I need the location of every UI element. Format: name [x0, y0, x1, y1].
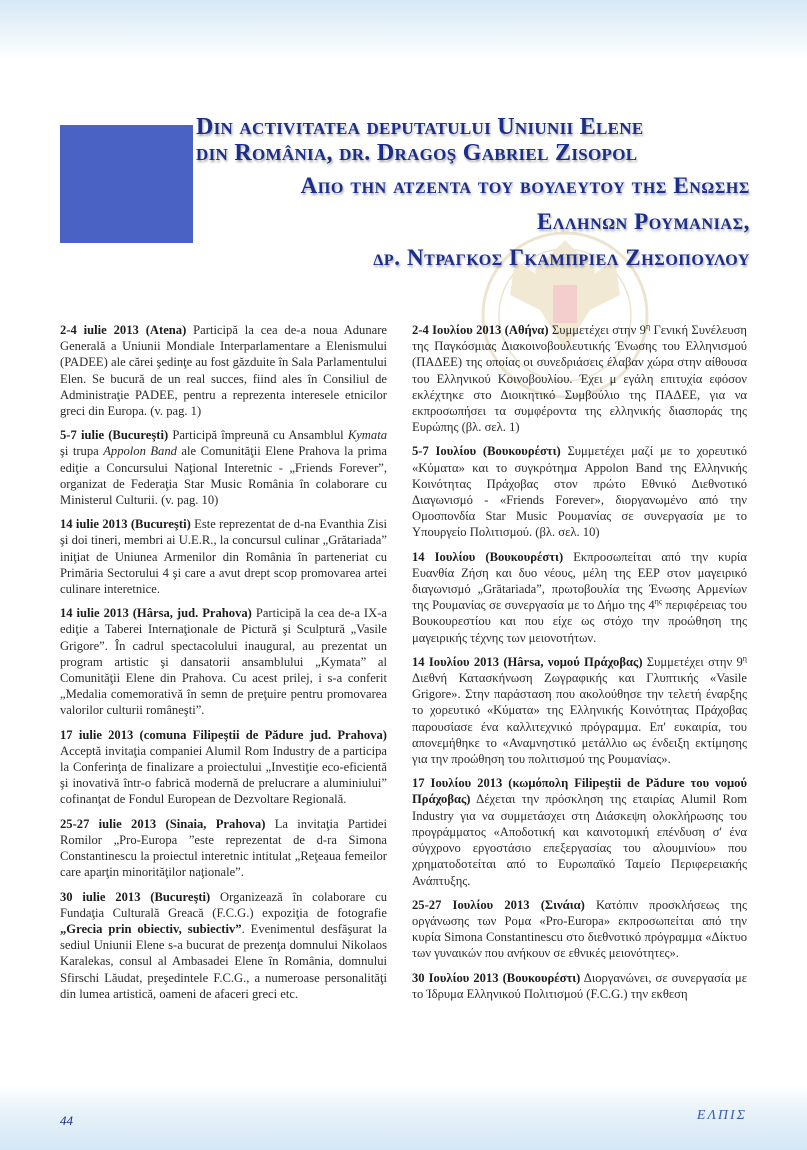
page-number: 44	[60, 1113, 73, 1128]
entry-paragraph	[60, 427, 387, 508]
entry-text: ale Comunităţii Elene Prahova la prima ediţie a Concursului Naţional Interetnic - „Friends Forever”, organizat de Federaţia Star Music România în colaborare cu Ministerul Culturii. (v. pag. 10)	[60, 444, 387, 508]
entry-text: Διεθνή Κατασκήνωση Ζωγραφικής και Γλυπτικής «Vasile Grigore». Στην παράσταση που ακολούθησε την τελετή έναρξης το χορευτικό «Κύματα» της Ελληνικής Κοινότητας Πράχοβας παρουσίασε ένα καλλιτεχνικό πρόγραμμα. Επ' ευκαιρία, του απονεμήθηκε το «Αναμνηστικό μετάλλιο ως ένδειξη εκτίμησης για την προώθηση του πολιτισμού της Ρουμανίας».	[412, 671, 747, 767]
journal-name: ΕΛΠΙΣ	[696, 1108, 747, 1123]
entry-paragraph	[60, 516, 387, 597]
decorative-blue-square	[60, 125, 193, 243]
entry-text: Διοργανώνει, σε συνεργασία με το Ίδρυμα Ελληνικού Πολιτισμού (F.C.G.) την εκθεση	[412, 970, 747, 1001]
entry-heading: 30 Ιουλίου 2013 (Βουκουρέστι)	[412, 970, 581, 985]
entry-text: Συμμετέχει στην 9	[548, 323, 646, 337]
entry-paragraph	[412, 549, 747, 646]
article-title	[196, 114, 750, 274]
title-romanian-line-2: din România, dr. Dragoş Gabriel Zisopol	[196, 140, 638, 166]
entry-text: Εκπροσωπείται από την κυρία Ευανθία Ζήση και δυο νέους, μέλη της ΕΕΡ στον μαγειρικό διαγωνισμό „Grătariada”, πρωτοβουλία της Ένωσης Αρμενίων της Ρουμανίας σε συνεργασία με το Δήμο της 4	[412, 549, 747, 613]
entry-paragraph	[412, 322, 747, 435]
entry-paragraph	[412, 654, 747, 767]
entry-heading: 2-4 iulie 2013 (Atena)	[60, 323, 187, 337]
entry-text: Γενική Συνέλευση της Παγκόσμιας Διακοινοβουλευτικής Ένωσης του Ελληνισμού (ΠΑΔΕΕ) της οποίας οι συνεδριάσεις έλαβαν χώρα στην αίθουσα του Ελληνικού Κοινοβουλίου. Έχει μ εγάλη επιτυχία εφόσον εκλέχτηκε στο Διοικητικό Συμβούλιο της ΠΑΔΕΕ, για να εκπροσωπήσει τα συμφέροντα της ελληνικής διασποράς της Ευρώπης (βλ. σελ. 1)	[412, 323, 747, 435]
entry-paragraph	[412, 897, 747, 962]
entry-bold: „Grecia prin obiectiv, subiectiv”	[60, 921, 242, 936]
entry-heading: 14 iulie 2013 (Bucureşti)	[60, 517, 191, 532]
entry-paragraph	[412, 775, 747, 888]
entry-paragraph	[60, 605, 387, 718]
entry-text: Organizează în colaborare cu Fundaţia Culturală Greacă (F.C.G.) expoziţia de fotografie	[60, 889, 388, 920]
entry-paragraph	[60, 727, 387, 808]
left-column-romanian	[60, 322, 387, 1010]
entry-heading: 17 iulie 2013 (comuna Filipeştii de Pădure jud. Prahova)	[60, 727, 387, 742]
entry-text: Δέχεται την πρόσκληση της εταιρίας Alumil Rom Industry για να συμμετάσχει στη Διάσκεψη ολοκλήρωσης του προγράμματος «Αποδοτική και καινοτομική επένδυση σ' ένα σύγχρονο εργοστάσιο επεξεργασίας του αλουμινίου» που χρηματοδοτείται από το Ευρωπαϊκό Ταμείο Περιφερειακής Ανάπτυξης.	[412, 792, 747, 888]
entry-heading: 5-7 iulie (Bucureşti)	[60, 428, 169, 443]
entry-text: Συμμετέχει μαζί με το χορευτικό «Κύματα» και το συγκρότημα Appolon Band της Ελληνικής Κοινότητας Πράχοβας στον πρώτο Εθνικό Διεθνοτικό Διαγωνισμό - «Friends Forever», διοργανωμένο από την Ομοσπονδία Star Music Ρουμανίας σε συνεργασία με το Υπουργείο Πολιτισμού. (βλ. σελ. 10)	[412, 444, 747, 540]
entry-heading: 14 Ιουλίου (Βουκουρέστι)	[412, 549, 564, 564]
entry-text: Este reprezentat de d-na Evanthia Zisi şi doi tineri, membri ai U.E.R., la concursul culinar „Grătariada” iniţiat de Uniunea Armenilor din România în parteneriat cu Primăria Sectorului 4 şi care a avut drept scop promovarea artei culinare interetnice.	[60, 517, 387, 597]
entry-heading: 25-27 iulie 2013 (Sinaia, Prahova)	[60, 816, 266, 831]
entry-italic: Appolon Band	[103, 444, 177, 459]
title-greek-line-3: δρ. Ντραγκος Γκαμπριελ Ζησοπουλου	[373, 245, 750, 270]
entry-text: Participă la cea de-a IX-a ediţie a Taberei Internaţionale de Pictură şi Sculptură „Vasile Grigore”. În cadrul spectacolului inaugural, au prezentat un program artistic şi dansatorii ansamblului „Kymata” al Comunităţii Elene din Prahova. Cu acest prilej, i s-a conferit „Medalia comemorativă în semn de preţuire pentru promovarea valorilor culturii româneşti”.	[60, 606, 387, 718]
entry-text: Acceptă invitaţia companiei Alumil Rom Industry de a participa la Conferinţa de finalizare a proiectului „Investiţie eco-eficientă şi inovativă într-o fabrică modernă de prelucrare a aluminiului” cofinanţat de Fondul European de Dezvoltare Regională.	[60, 743, 387, 807]
entry-text: περιφέρειας του Βουκουρεστίου και που είχε ως στόχο την προώθηση της μαγειρικής τέχνης των μειονοτήτων.	[412, 598, 747, 645]
title-greek-line-2: Ελληνων Ρουμανιας,	[536, 209, 750, 234]
entry-text: Συμμετέχει στην 9	[642, 654, 743, 669]
entry-text: şi trupa	[60, 444, 104, 459]
entry-superscript: η	[645, 321, 651, 331]
top-decorative-band	[0, 0, 807, 60]
entry-text: Participă la cea de-a noua Adunare Generală a Uniunii Mondiale Interparlamentare a Elenismului (PADEE) ale cărei şedinţe au fost găzduite în Sala Parlamentului Elen. Se bucură de un real succes, fiind ales în Consiliul de Administraţie PADEE, pentru a reprezenta interesele etnicilor greci din Europa. (v. pag. 1)	[60, 323, 388, 419]
title-greek-line-1: Απο την ατζεντα του βουλευτου της Ενωσης	[300, 173, 750, 198]
entry-text: Participă împreună cu Ansamblul	[168, 428, 348, 443]
entry-heading: 17 Ιουλίου 2013 (κωμόπολη Filipeştii de Pădure του νομού Πράχοβας)	[412, 776, 747, 807]
bottom-decorative-band	[0, 1085, 807, 1150]
right-column-greek	[412, 322, 747, 1010]
entry-text: La invitaţia Partidei Romilor „Pro-Europa ”este reprezentat de d-ra Simona Constantinescu la proiectul interetnic intitulat „Reţeaua femeilor care aparţin minorităţilor naţionale”.	[60, 816, 387, 880]
entry-italic: Kymata	[347, 428, 387, 443]
entry-superscript: ης	[654, 597, 663, 607]
entry-heading: 2-4 Ιουλίου 2013 (Αθήνα)	[412, 323, 549, 337]
entry-superscript: η	[742, 653, 747, 663]
entry-heading: 30 iulie 2013 (Bucureşti)	[60, 889, 211, 904]
entry-paragraph	[60, 322, 387, 419]
entry-paragraph	[412, 443, 747, 540]
entry-paragraph	[60, 816, 387, 881]
entry-paragraph	[412, 970, 747, 1002]
entry-heading: 14 Ιουλίου 2013 (Hârsa, νομού Πράχοβας)	[412, 654, 643, 669]
entry-paragraph	[60, 889, 387, 1002]
entry-heading: 25-27 Ιουλίου 2013 (Σινάια)	[412, 897, 585, 912]
entry-text: Κατόπιν προσκλήσεως της οργάνωσης των Ρομα «Pro-Europa» εκπροσωπείται από την κυρία Simona Constantinescu στο διεθνοτικό πρόγραμμα «Δίκτυο των γυναικών που ανήκουν σε εθνικές μειονότητες».	[412, 897, 747, 961]
entry-heading: 5-7 Ιουλίου (Βουκουρέστι)	[412, 444, 561, 459]
entry-heading: 14 iulie 2013 (Hârsa, jud. Prahova)	[60, 606, 252, 621]
title-romanian-line-1: Din activitatea deputatului Uniunii Elene	[196, 114, 644, 140]
entry-text: . Evenimentul desfăşurat la sediul Uniunii Elene s-a bucurat de prezenţa domnului Nikolaos Karalekas, consul al Ambasadei Elene în România, domnului Sfirschi Lăudat, preşedintele F.C.G., a numeroase personalităţi din lumea artistică, oameni de afaceri greci etc.	[60, 921, 387, 1001]
